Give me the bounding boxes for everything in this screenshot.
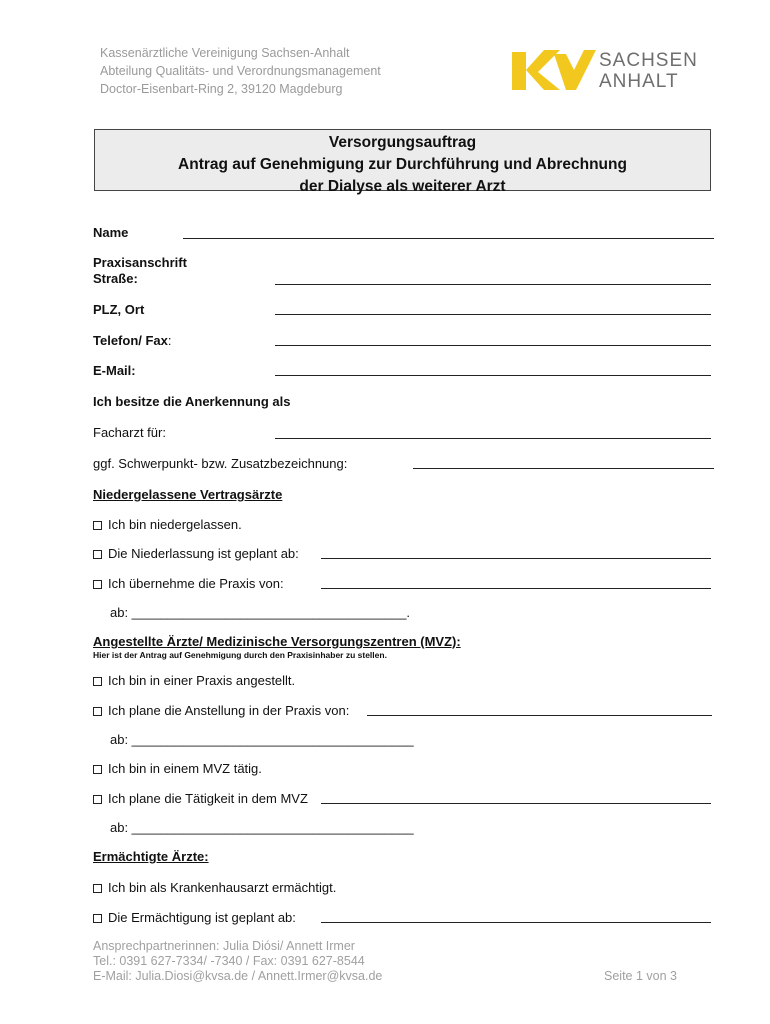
kvsa-logo bbox=[510, 46, 698, 94]
option-label: Ich bin niedergelassen. bbox=[108, 517, 242, 532]
schwerpunkt-label: ggf. Schwerpunkt- bzw. Zusatzbezeichnung: bbox=[93, 456, 348, 471]
section-niedergelassene-heading: Niedergelassene Vertragsärzte bbox=[93, 487, 283, 502]
checkbox[interactable] bbox=[93, 884, 102, 893]
telefon-fax-text: Telefon/ Fax bbox=[93, 333, 168, 348]
option-praxis-angestellt[interactable] bbox=[93, 673, 295, 688]
section-angestellte-note: Hier ist der Antrag auf Genehmigung durch den Praxisinhaber zu stellen. bbox=[93, 650, 387, 660]
option-label: Ich bin in einem MVZ tätig. bbox=[108, 761, 262, 776]
logo-mark-icon bbox=[510, 46, 596, 92]
option-praxis-uebernahme[interactable] bbox=[93, 576, 284, 591]
option-label: Die Ermächtigung ist geplant ab: bbox=[108, 910, 296, 925]
facharzt-label: Facharzt für: bbox=[93, 425, 166, 440]
checkbox[interactable] bbox=[93, 765, 102, 774]
anerkennung-label: Ich besitze die Anerkennung als bbox=[93, 394, 291, 409]
praxisanschrift-label: Praxisanschrift bbox=[93, 255, 187, 270]
schwerpunkt-field[interactable] bbox=[413, 468, 714, 469]
checkbox[interactable] bbox=[93, 914, 102, 923]
anstellung-praxis-field[interactable] bbox=[367, 715, 712, 716]
mvz-field[interactable] bbox=[321, 803, 711, 804]
checkbox[interactable] bbox=[93, 677, 102, 686]
footer-mail: E-Mail: Julia.Diosi@kvsa.de / Annett.Irmer@kvsa.de bbox=[93, 969, 383, 983]
telefon-fax-label bbox=[93, 333, 172, 348]
strasse-field[interactable] bbox=[275, 284, 711, 285]
option-krankenhausarzt[interactable] bbox=[93, 880, 336, 895]
option-label: Ich bin als Krankenhausarzt ermächtigt. bbox=[108, 880, 337, 895]
name-field[interactable] bbox=[183, 238, 714, 239]
anstellung-ab-field[interactable]: ab: _______________________________________ bbox=[110, 732, 414, 747]
checkbox[interactable] bbox=[93, 707, 102, 716]
mvz-ab-field[interactable]: ab: _______________________________________ bbox=[110, 820, 414, 835]
logo-text-line2: ANHALT bbox=[599, 71, 679, 92]
email-label: E-Mail: bbox=[93, 363, 136, 378]
footer-contact: Ansprechpartnerinnen: Julia Diósi/ Annett Irmer bbox=[93, 939, 355, 953]
option-label: Ich plane die Anstellung in der Praxis von: bbox=[108, 703, 350, 718]
option-ermaechtigung-geplant[interactable] bbox=[93, 910, 296, 925]
section-ermaechtigte-heading: Ermächtigte Ärzte: bbox=[93, 849, 209, 864]
option-label: Ich plane die Tätigkeit in dem MVZ bbox=[108, 791, 308, 806]
praxis-uebernahme-field[interactable] bbox=[321, 588, 711, 589]
strasse-label: Straße: bbox=[93, 271, 138, 286]
niederlassung-date-field[interactable] bbox=[321, 558, 711, 559]
header-org: Kassenärztliche Vereinigung Sachsen-Anhalt bbox=[100, 46, 350, 60]
plz-ort-field[interactable] bbox=[275, 314, 711, 315]
checkbox[interactable] bbox=[93, 550, 102, 559]
option-mvz-geplant[interactable] bbox=[93, 791, 308, 806]
uebernahme-ab-field[interactable]: ab: ______________________________________. bbox=[110, 605, 411, 620]
telefon-fax-field[interactable] bbox=[275, 345, 711, 346]
option-label: Ich bin in einer Praxis angestellt. bbox=[108, 673, 296, 688]
option-niederlassung-geplant[interactable] bbox=[93, 546, 299, 561]
checkbox[interactable] bbox=[93, 795, 102, 804]
header-dept: Abteilung Qualitäts- und Verordnungsmanagement bbox=[100, 64, 381, 78]
checkbox[interactable] bbox=[93, 580, 102, 589]
title-line3: der Dialyse als weiterer Arzt bbox=[299, 178, 506, 195]
option-label: Ich übernehme die Praxis von: bbox=[108, 576, 284, 591]
title-line1: Versorgungsauftrag bbox=[328, 134, 477, 151]
section-angestellte-heading: Angestellte Ärzte/ Medizinische Versorgungszentren (MVZ): bbox=[93, 634, 461, 649]
email-field[interactable] bbox=[275, 375, 711, 376]
header-address: Doctor-Eisenbart-Ring 2, 39120 Magdeburg bbox=[100, 82, 343, 96]
title-box bbox=[94, 129, 711, 195]
title-line2: Antrag auf Genehmigung zur Durchführung und Abrechnung bbox=[178, 156, 627, 173]
option-anstellung-geplant[interactable] bbox=[93, 703, 349, 718]
option-mvz-taetig[interactable] bbox=[93, 761, 262, 776]
footer-tel: Tel.: 0391 627-7334/ -7340 / Fax: 0391 627-8544 bbox=[93, 954, 365, 968]
option-niedergelassen[interactable] bbox=[93, 517, 242, 532]
telefon-fax-colon: : bbox=[167, 333, 172, 348]
page-number: Seite 1 von 3 bbox=[604, 969, 677, 983]
checkbox[interactable] bbox=[93, 521, 102, 530]
ermaechtigung-date-field[interactable] bbox=[321, 922, 711, 923]
facharzt-field[interactable] bbox=[275, 438, 711, 439]
plz-ort-label: PLZ, Ort bbox=[93, 302, 145, 317]
name-label: Name bbox=[93, 225, 129, 240]
logo-text-line1: SACHSEN bbox=[599, 50, 698, 71]
option-label: Die Niederlassung ist geplant ab: bbox=[108, 546, 299, 561]
